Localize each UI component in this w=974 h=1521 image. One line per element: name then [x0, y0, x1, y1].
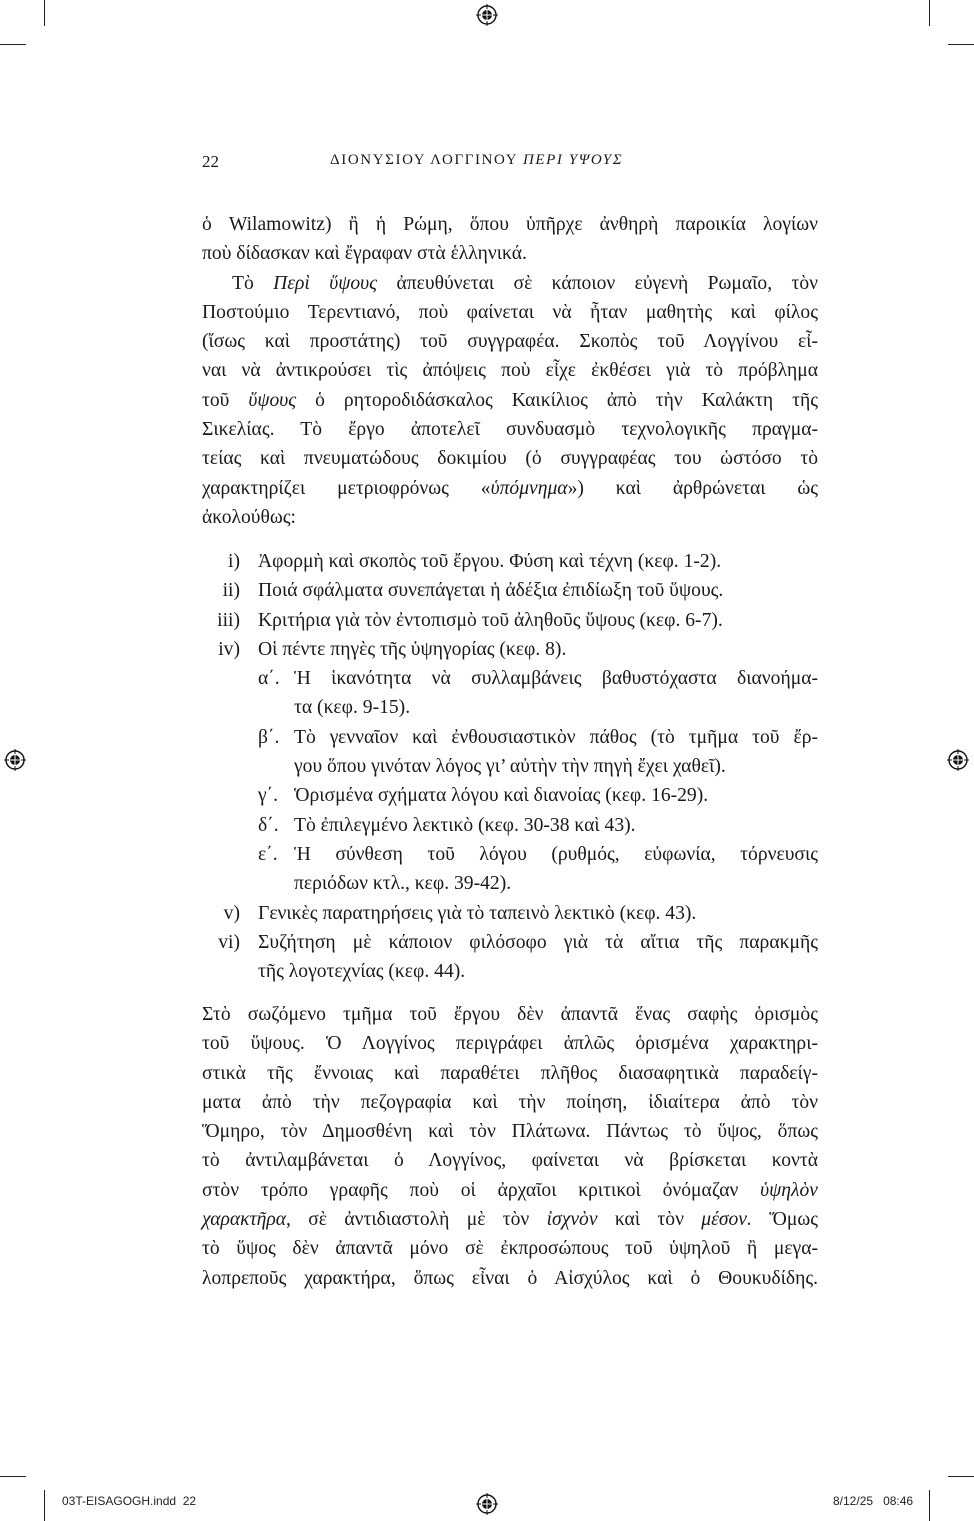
text-line: τοῦ ὕψους ὁ ρητοροδιδάσκαλος Καικίλιος ἀπὸ τὴν Καλάκτη τῆς [202, 389, 818, 411]
sub-list-item-cont: τα (κεφ. 9-15). [294, 697, 411, 719]
crop-mark-bottom-left-h [0, 1476, 26, 1477]
text-line: ναι νὰ ἀντικρούσει τὶς ἀπόψεις ποὺ εἶχε ἐκθέσει γιὰ τὸ πρόβλημα [202, 360, 818, 382]
sub-list-item: ε΄. Ἡ σύνθεση τοῦ λόγου (ρυθμός, εὐφωνία, τόρνευσις [258, 843, 818, 865]
registration-mark-bottom [476, 1493, 498, 1515]
sub-list-item: α΄. Ἡ ἱκανότητα νὰ συλλαμβάνεις βαθυστόχαστα διανοήμα- [258, 668, 818, 690]
text-line: τείας καὶ πνευματώδους δοκιμίου (ὁ συγγραφέας του ὡστόσο τὸ [202, 448, 818, 470]
list-item: iv) Οἱ πέντε πηγὲς τῆς ὑψηγορίας (κεφ. 8). [218, 638, 567, 660]
slug-date: 8/12/25 08:46 [833, 1494, 914, 1508]
list-item: iii) Κριτήρια γιὰ τὸν ἐντοπισμὸ τοῦ ἀληθοῦς ὕψους (κεφ. 6-7). [217, 609, 723, 631]
registration-mark-right [947, 749, 969, 771]
outline-list [202, 547, 818, 986]
running-head [330, 152, 730, 169]
crop-mark-bottom-left [44, 1490, 45, 1521]
paragraph-2 [202, 269, 818, 533]
text-line: τὸ ἀντιλαμβάνεται ὁ Λογγίνος, φαίνεται νὰ βρίσκεται κοντὰ [202, 1150, 818, 1172]
crop-mark-top-right [929, 0, 930, 26]
list-item-cont: τῆς λογοτεχνίας (κεφ. 44). [258, 961, 466, 983]
list-item: ii) Ποιά σφάλματα συνεπάγεται ἡ ἀδέξια ἐπιδίωξη τοῦ ὕψους. [222, 580, 724, 602]
list-item: i) Ἀφορμὴ καὶ σκοπὸς τοῦ ἔργου. Φύση καὶ τέχνη (κεφ. 1-2). [228, 551, 722, 572]
text-line: τὸ ὕψος δὲν ἀπαντᾶ μόνο σὲ ἐκπροσώπους τοῦ ὑψηλοῦ ἢ μεγα- [202, 1238, 818, 1260]
paragraph-3 [202, 1000, 818, 1293]
text-line: ματα ἀπὸ τὴν πεζογραφία καὶ τὴν ποίηση, ἰδιαίτερα ἀπὸ τὸν [202, 1091, 818, 1113]
sub-list-item: δ΄. Τὸ ἐπιλεγμένο λεκτικὸ (κεφ. 30-38 καὶ 43). [258, 814, 636, 836]
text-line: (ἴσως καὶ προστάτης) τοῦ συγγραφέα. Σκοπὸς τοῦ Λογγίνου εἶ- [202, 331, 818, 353]
paragraph-1 [202, 210, 818, 269]
text-line: Τὸ Περὶ ὕψους ἀπευθύνεται σὲ κάποιον εὐγενὴ Ρωμαῖο, τὸν [232, 272, 818, 294]
list-item: v) Γενικὲς παρατηρήσεις γιὰ τὸ ταπεινὸ λεκτικὸ (κεφ. 43). [223, 902, 697, 924]
text-line: ἀκολούθως: [202, 506, 296, 528]
crop-mark-bottom-right-h [948, 1476, 974, 1477]
running-head-title: ΠΕΡΙ ΥΨΟΥΣ [522, 152, 624, 168]
text-line: χαρακτῆρα, σὲ ἀντιδιαστολὴ μὲ τὸν ἰσχνὸν καὶ τὸν μέσον. Ὅμως [202, 1209, 818, 1231]
crop-mark-top-left [44, 0, 45, 26]
text-line: Στὸ σωζόμενο τμῆμα τοῦ ἔργου δὲν ἀπαντᾶ ἕνας σαφὴς ὁρισμὸς [202, 1004, 818, 1025]
page-number: 22 [202, 152, 219, 171]
sub-list-item-cont: περιόδων κτλ., κεφ. 39-42). [294, 873, 512, 895]
sub-list-item: γ΄. Ὁρισμένα σχήματα λόγου καὶ διανοίας (κεφ. 16-29). [258, 785, 709, 807]
text-line: στὸν τρόπο γραφῆς ποὺ οἱ ἀρχαῖοι κριτικοὶ ὀνόμαζαν ὑψηλὸν [202, 1179, 818, 1201]
crop-mark-top-left-h [0, 44, 26, 45]
text-line: στικὰ τῆς ἔννοιας καὶ παραθέτει πλῆθος διασαφητικὰ παραδείγ- [202, 1062, 818, 1084]
registration-mark-left [4, 749, 26, 771]
running-head-author: ΔΙΟΝΥΣΙΟΥ ΛΟΓΓΙΝΟΥ [330, 152, 518, 168]
sub-list-item-cont: γου ὅπου γινόταν λόγος γι’ αὐτὴν τὴν πηγὴ ἔχει χαθεῖ). [294, 756, 726, 778]
slug-file: 03T-EISAGOGH.indd 22 [62, 1494, 197, 1508]
crop-mark-bottom-right [929, 1490, 930, 1521]
text-line: ὁ Wilamowitz) ἢ ἡ Ρώμη, ὅπου ὑπῆρχε ἀνθηρὴ παροικία λογίων [202, 214, 818, 235]
list-item: vi) Συζήτηση μὲ κάποιον φιλόσοφο γιὰ τὰ αἴτια τῆς παρακμῆς [218, 931, 818, 953]
text-line: Σικελίας. Τὸ ἔργο ἀποτελεῖ συνδυασμὸ τεχνολογικῆς πραγμα- [202, 419, 818, 441]
registration-mark-top [476, 4, 498, 26]
text-line: λοπρεποῦς χαρακτήρα, ὅπως εἶναι ὁ Αἰσχύλος καὶ ὁ Θουκυδίδης. [202, 1267, 818, 1289]
sub-list-item: β΄. Τὸ γενναῖον καὶ ἐνθουσιαστικὸν πάθος (τὸ τμῆμα τοῦ ἔρ- [258, 726, 818, 748]
text-line: Ποστούμιο Τερεντιανό, ποὺ φαίνεται νὰ ἦταν μαθητὴς καὶ φίλος [202, 301, 818, 323]
text-line: Ὅμηρο, τὸν Δημοσθένη καὶ τὸν Πλάτωνα. Πάντως τὸ ὕψος, ὅπως [202, 1121, 818, 1143]
text-line: χαρακτηρίζει μετριοφρόνως «ὑπόμνημα») καὶ ἀρθρώνεται ὡς [202, 477, 818, 499]
text-line: τοῦ ὕψους. Ὁ Λογγίνος περιγράφει ἁπλῶς ὁρισμένα χαρακτηρι- [202, 1033, 818, 1055]
text-line: ποὺ δίδασκαν καὶ ἔγραφαν στὰ ἑλληνικά. [202, 243, 527, 265]
crop-mark-top-right-h [948, 44, 974, 45]
